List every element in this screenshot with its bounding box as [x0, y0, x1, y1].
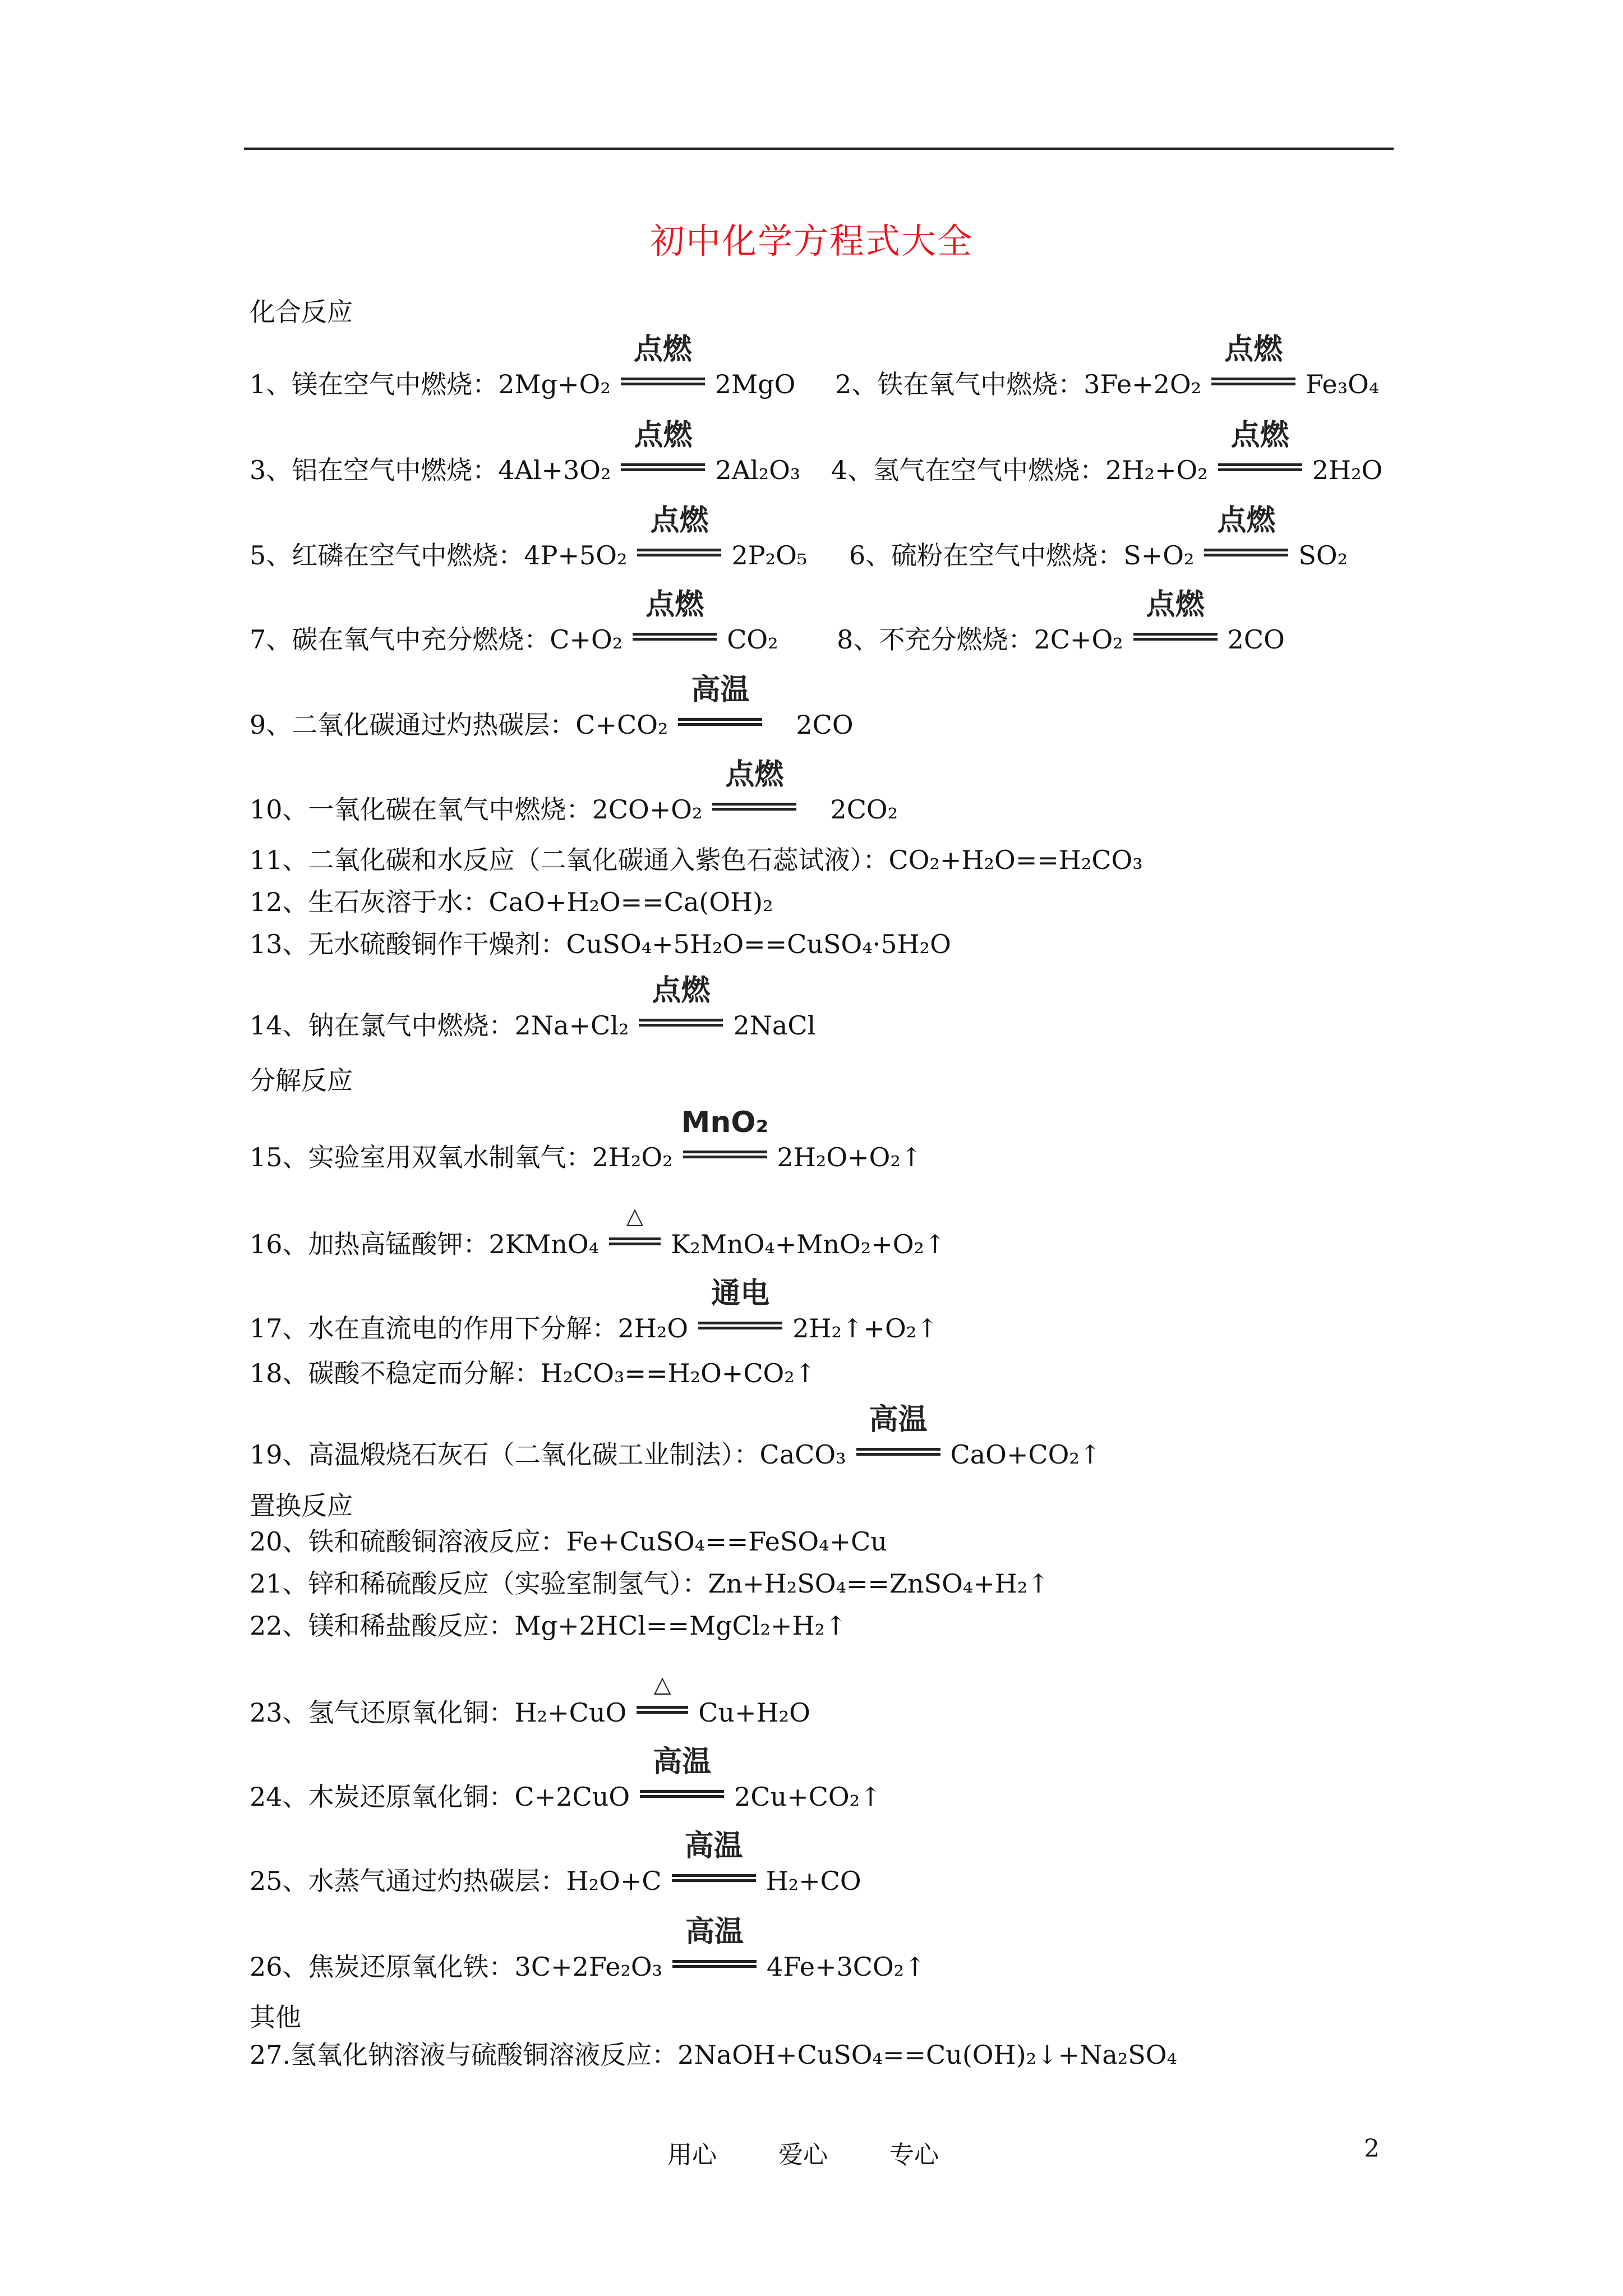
condition-label: 高温 — [653, 1745, 712, 1779]
equation-desc: 2、铁在氧气中燃烧： — [834, 369, 1084, 399]
equation-rhs: H₂+CO — [766, 1866, 861, 1896]
page-title: 初中化学方程式大全 — [649, 220, 973, 261]
equation-rhs: 2H₂O+O₂↑ — [777, 1142, 923, 1172]
equation-rhs: 2NaCl — [733, 1010, 816, 1041]
equation-lhs: 2H₂O — [617, 1313, 689, 1343]
equation-desc: 26、焦炭还原氧化铁： — [250, 1952, 515, 1982]
reaction-condition — [672, 1829, 756, 1890]
equation-rhs: CO₂ — [727, 624, 778, 655]
equals-bar — [609, 1237, 661, 1245]
equation-row-13 — [250, 1277, 938, 1343]
equation-rhs: 4Fe+3CO₂↑ — [767, 1952, 926, 1982]
equation-row-19 — [250, 1672, 810, 1728]
equation-row-8: 12、生石灰溶于水：CaO+H₂O==Ca(OH)₂ — [250, 887, 773, 917]
equation-desc: 1、镁在空气中燃烧： — [250, 369, 499, 399]
page-number: 2 — [1364, 2134, 1380, 2163]
equation-rhs: 2H₂O — [1312, 455, 1383, 485]
condition-label: 高温 — [869, 1403, 928, 1437]
equation-lhs: 2Mg+O₂ — [498, 369, 611, 399]
equals-bar — [639, 1019, 723, 1027]
condition-label: 点燃 — [1230, 418, 1289, 452]
equation-desc: 6、硫粉在空气中燃烧： — [849, 540, 1124, 570]
equals-bar — [1133, 633, 1218, 641]
equals-bar — [621, 463, 705, 471]
equation-lhs: 4P+5O₂ — [524, 540, 628, 570]
equation-desc: 19、高温煅烧石灰石（二氧化碳工业制法）： — [250, 1439, 760, 1470]
equation-lhs: C+O₂ — [550, 624, 623, 655]
equals-bar — [1218, 463, 1302, 471]
reaction-condition — [1204, 504, 1288, 564]
reaction-condition — [1218, 418, 1302, 479]
equation-rhs: CaO+CO₂↑ — [950, 1439, 1101, 1470]
equation-row-4 — [250, 588, 1285, 655]
equation-row-7: 11、二氧化碳和水反应（二氧化碳通入紫色石蕊试液）：CO₂+H₂O==H₂CO₃ — [250, 845, 1143, 875]
footer-word: 专心 — [889, 2141, 939, 2169]
equation-lhs: C+2CuO — [514, 1782, 630, 1812]
condition-label: 通电 — [711, 1277, 770, 1310]
condition-label: 点燃 — [645, 588, 704, 622]
reaction-condition — [640, 1745, 724, 1806]
equation-desc: 3、铝在空气中燃烧： — [250, 455, 499, 485]
equation-desc: 8、不充分燃烧： — [837, 624, 1034, 655]
equation-desc: 16、加热高锰酸钾： — [250, 1229, 489, 1259]
condition-label: 点燃 — [633, 333, 692, 366]
equation-rhs: 2CO — [796, 710, 854, 740]
equation-rhs: K₂MnO₄+MnO₂+O₂↑ — [671, 1229, 946, 1259]
equation-lhs: CaCO₃ — [759, 1439, 846, 1470]
section-heading-combination: 化合反应 — [250, 297, 353, 327]
equals-bar — [1211, 378, 1295, 385]
equation-desc: 14、钠在氯气中燃烧： — [250, 1010, 515, 1041]
header-rule — [244, 148, 1394, 150]
equation-lhs: H₂+CuO — [514, 1697, 627, 1728]
footer-word: 爱心 — [778, 2141, 828, 2169]
equation-row-23: 27.氢氧化钠溶液与硫酸铜溶液反应：2NaOH+CuSO₄==Cu(OH)₂↓+Na₂SO₄ — [250, 2040, 1177, 2070]
equation-rhs: Cu+H₂O — [698, 1697, 810, 1728]
equals-bar — [712, 803, 796, 811]
reaction-condition — [621, 418, 705, 479]
condition-label: 点燃 — [1217, 504, 1276, 537]
condition-label: 点燃 — [634, 418, 693, 452]
reaction-condition — [609, 1203, 661, 1253]
equation-rhs: 2P₂O₅ — [731, 540, 808, 570]
equals-bar — [640, 1790, 724, 1798]
equation-rhs: 2H₂↑+O₂↑ — [792, 1313, 938, 1343]
equation-row-16: 20、铁和硫酸铜溶液反应：Fe+CuSO₄==FeSO₄+Cu — [250, 1526, 887, 1557]
reaction-condition — [633, 588, 717, 648]
condition-label: MnO₂ — [681, 1106, 769, 1139]
equation-row-11 — [250, 1106, 923, 1172]
equation-lhs: 2H₂O₂ — [592, 1142, 673, 1172]
reaction-condition — [678, 673, 762, 734]
equation-lhs: 3Fe+2O₂ — [1083, 369, 1202, 399]
equation-rhs: 2Al₂O₃ — [715, 455, 801, 485]
section-heading-decomposition: 分解反应 — [250, 1065, 353, 1096]
reaction-condition — [856, 1403, 940, 1464]
reaction-condition — [621, 333, 705, 393]
equation-desc: 15、实验室用双氧水制氧气： — [250, 1142, 592, 1172]
reaction-condition — [637, 1672, 688, 1722]
equation-row-9: 13、无水硫酸铜作干燥剂：CuSO₄+5H₂O==CuSO₄·5H₂O — [250, 929, 951, 959]
equation-desc: 23、氢气还原氧化铜： — [250, 1697, 515, 1728]
equation-row-17: 21、锌和稀硫酸反应（实验室制氢气）：Zn+H₂SO₄==ZnSO₄+H₂↑ — [250, 1568, 1049, 1599]
equation-lhs: S+O₂ — [1123, 540, 1195, 570]
equation-row-15 — [250, 1403, 1101, 1470]
reaction-condition — [681, 1106, 769, 1166]
equation-row-12 — [250, 1203, 946, 1259]
equation-row-6 — [250, 758, 898, 825]
equals-bar — [672, 1960, 757, 1968]
equals-bar — [621, 378, 705, 385]
equation-lhs: 2H₂+O₂ — [1105, 455, 1208, 485]
equation-rhs: 2Cu+CO₂↑ — [734, 1782, 882, 1812]
equals-bar — [698, 1322, 782, 1329]
condition-label: 高温 — [691, 673, 750, 707]
equation-lhs: 2CO+O₂ — [592, 794, 703, 825]
equals-bar — [672, 1874, 756, 1882]
equals-bar — [1204, 549, 1288, 556]
equation-lhs: 2Na+Cl₂ — [514, 1010, 629, 1041]
equation-lhs: 2C+O₂ — [1034, 624, 1123, 655]
equation-row-21 — [250, 1829, 861, 1896]
reaction-condition — [639, 974, 723, 1034]
section-heading-replacement: 置换反应 — [250, 1490, 353, 1521]
equation-lhs: 4Al+3O₂ — [498, 455, 611, 485]
condition-label: 点燃 — [652, 974, 711, 1007]
condition-label: 点燃 — [725, 758, 784, 792]
condition-label: 点燃 — [1146, 588, 1205, 622]
equation-row-22 — [250, 1915, 926, 1982]
equals-bar — [633, 633, 717, 641]
equation-rhs: 2CO₂ — [830, 794, 898, 825]
equation-desc: 10、一氧化碳在氧气中燃烧： — [250, 794, 592, 825]
reaction-condition — [698, 1277, 782, 1337]
equation-row-1 — [250, 333, 1380, 399]
equation-row-2 — [250, 418, 1383, 485]
reaction-condition — [672, 1915, 757, 1976]
reaction-condition — [712, 758, 796, 818]
equation-lhs: H₂O+C — [566, 1866, 662, 1896]
equation-row-14: 18、碳酸不稳定而分解：H₂CO₃==H₂O+CO₂↑ — [250, 1358, 817, 1388]
condition-label: 点燃 — [1224, 333, 1283, 366]
reaction-condition — [1133, 588, 1218, 648]
equation-lhs: 2KMnO₄ — [488, 1229, 600, 1259]
equation-row-5 — [250, 673, 854, 740]
equation-desc: 5、红磷在空气中燃烧： — [250, 540, 524, 570]
equals-bar — [637, 1706, 688, 1714]
equation-rhs: SO₂ — [1298, 540, 1348, 570]
equals-bar — [856, 1448, 940, 1456]
equation-desc: 7、碳在氧气中充分燃烧： — [250, 624, 550, 655]
equation-row-3 — [250, 504, 1348, 570]
equals-bar — [678, 718, 762, 726]
footer-word: 用心 — [667, 2141, 717, 2169]
equation-desc: 17、水在直流电的作用下分解： — [250, 1313, 618, 1343]
equation-rhs: Fe₃O₄ — [1306, 369, 1380, 399]
equation-desc: 4、氢气在空气中燃烧： — [831, 455, 1106, 485]
equation-row-10 — [250, 974, 816, 1041]
equation-row-20 — [250, 1745, 882, 1812]
equation-rhs: 2CO — [1227, 624, 1285, 655]
equation-desc: 24、木炭还原氧化铜： — [250, 1782, 515, 1812]
reaction-condition — [1211, 333, 1295, 393]
equation-rhs: 2MgO — [714, 369, 796, 399]
equals-bar — [637, 549, 721, 556]
equation-row-18: 22、镁和稀盐酸反应：Mg+2HCl==MgCl₂+H₂↑ — [250, 1611, 847, 1641]
condition-label: △ — [653, 1672, 671, 1697]
reaction-condition — [637, 504, 721, 564]
condition-label: 高温 — [684, 1829, 743, 1863]
condition-label: △ — [626, 1203, 644, 1229]
section-heading-other: 其他 — [250, 2002, 301, 2032]
condition-label: 高温 — [685, 1915, 744, 1949]
equation-lhs: 3C+2Fe₂O₃ — [514, 1952, 663, 1982]
equation-desc: 25、水蒸气通过灼热碳层： — [250, 1866, 566, 1896]
equation-desc: 9、二氧化碳通过灼热碳层： — [250, 710, 576, 740]
equals-bar — [683, 1151, 767, 1158]
equation-lhs: C+CO₂ — [575, 710, 668, 740]
footer-motto — [667, 2134, 1000, 2170]
condition-label: 点燃 — [650, 504, 709, 537]
